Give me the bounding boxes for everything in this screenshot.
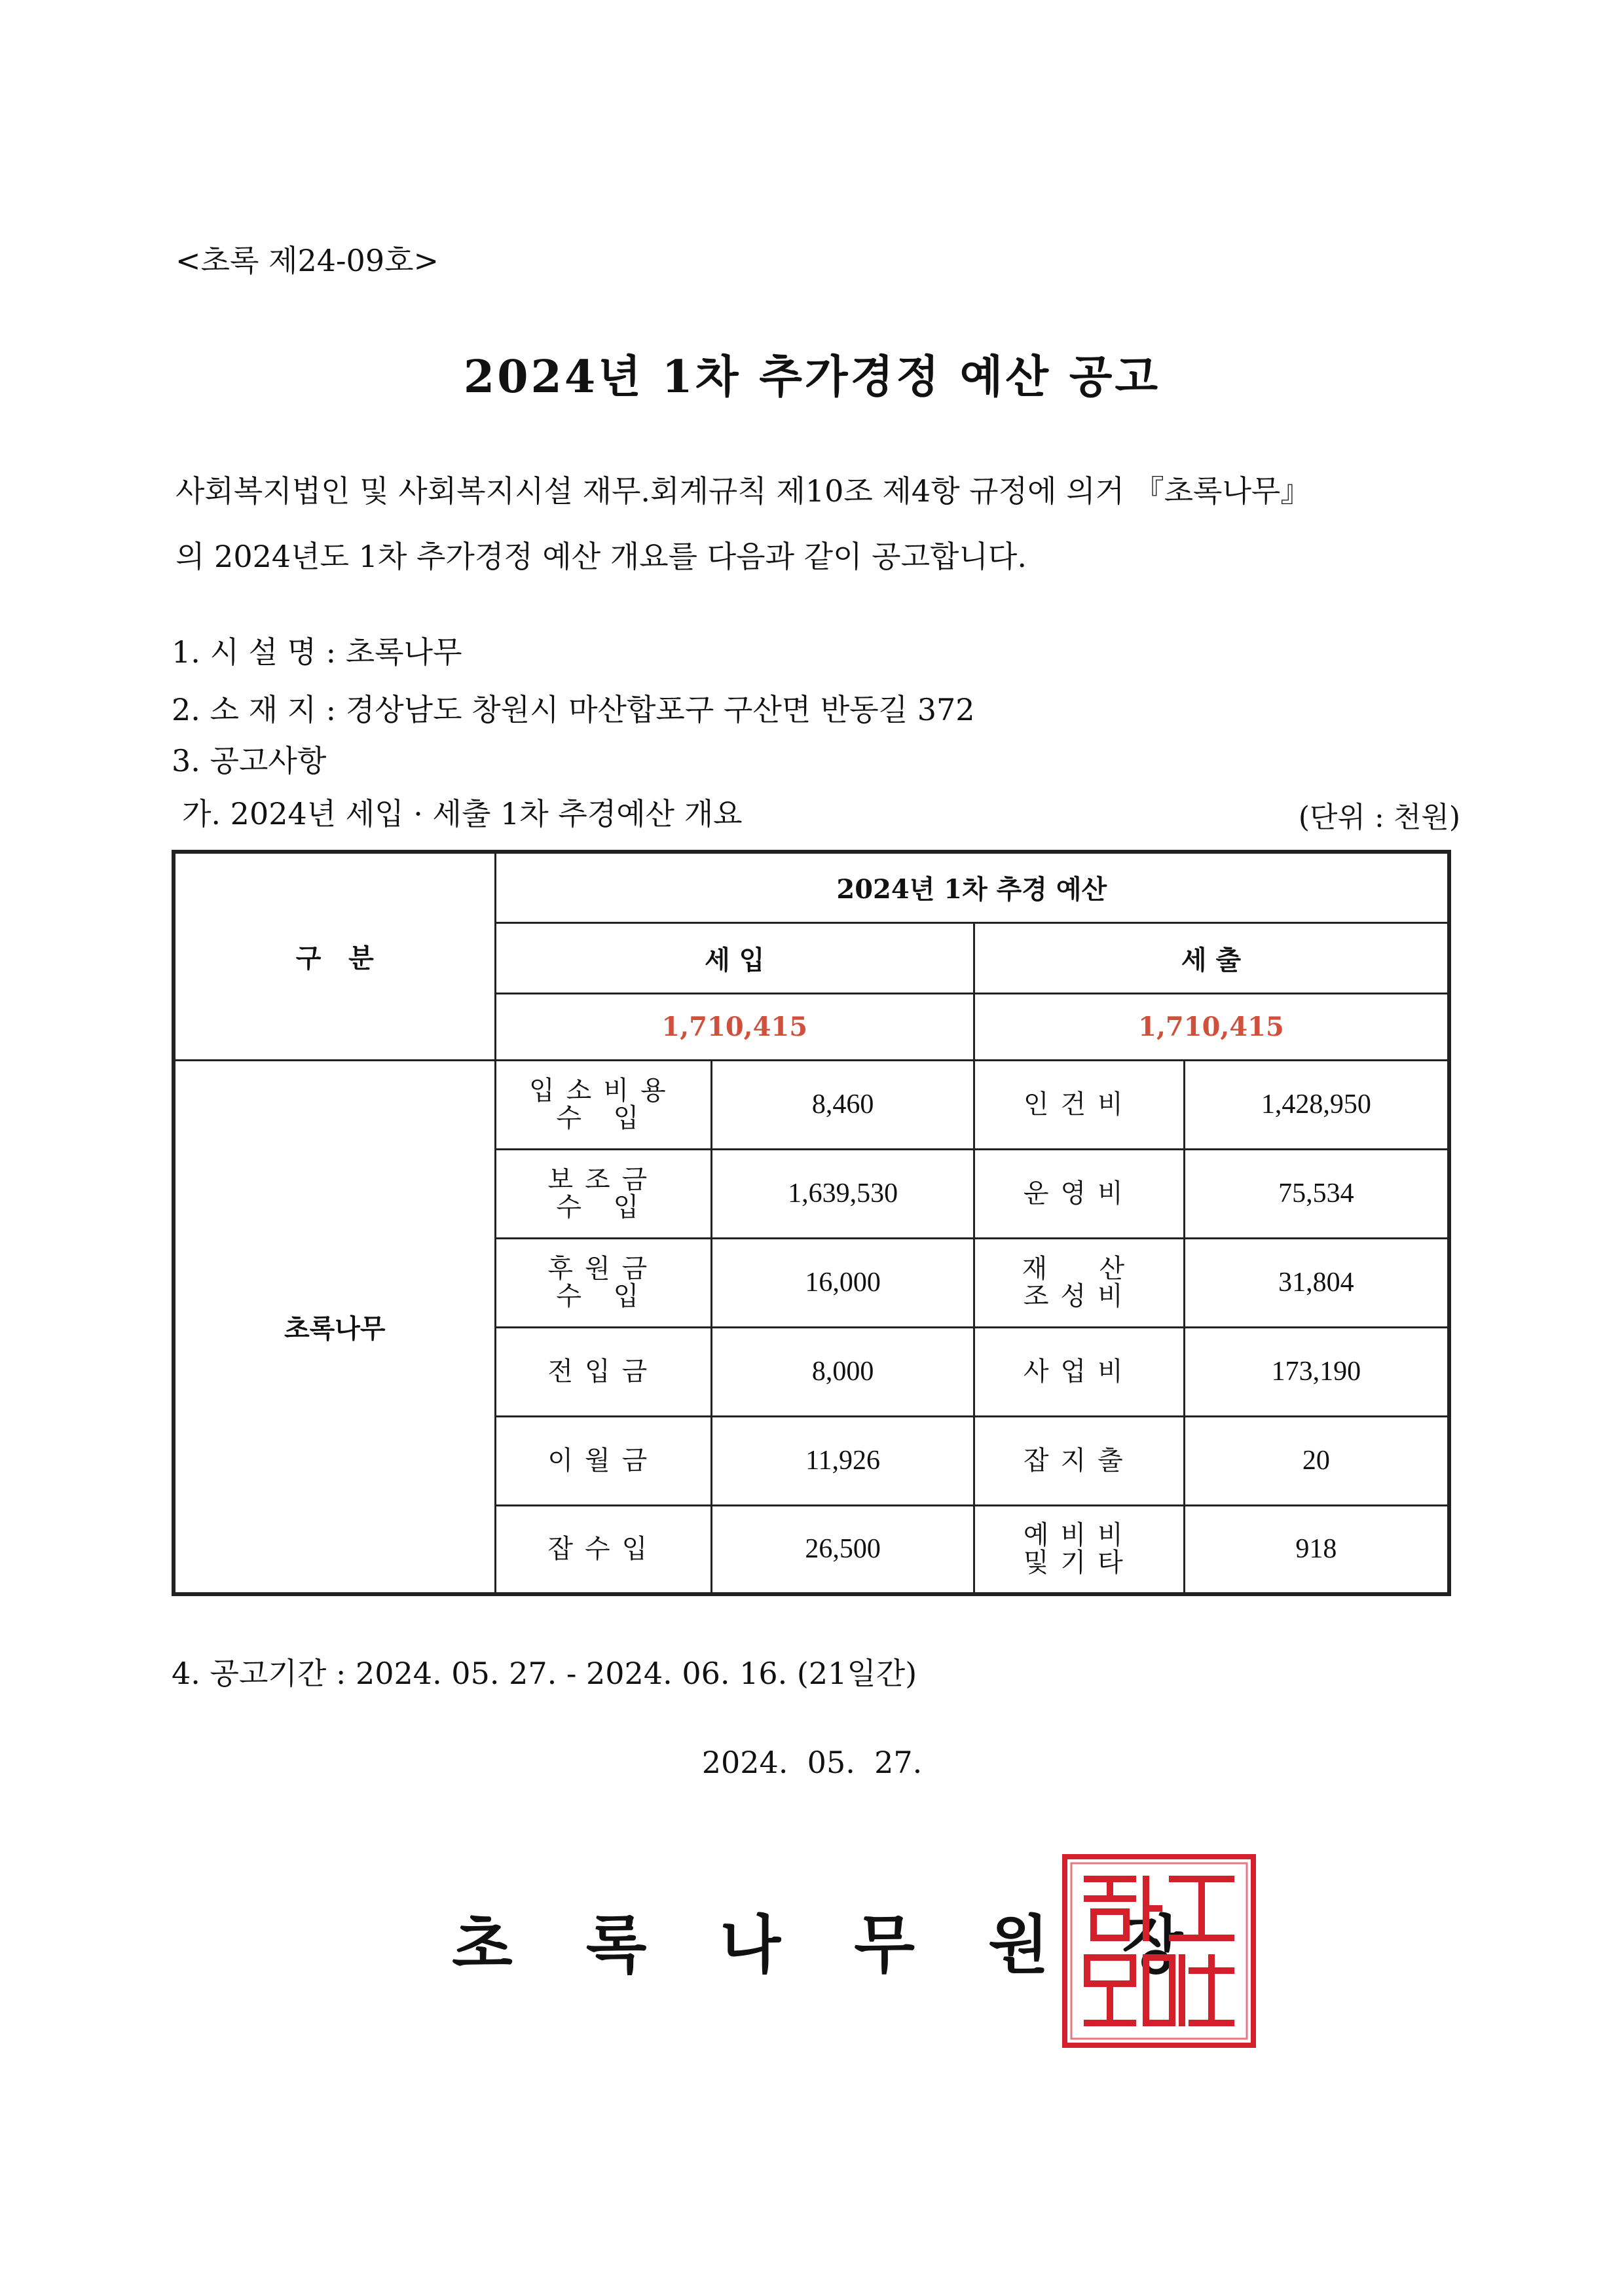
budget-subheading: 가. 2024년 세입 · 세출 1차 추경예산 개요 bbox=[182, 796, 743, 831]
expense-item-value: 20 bbox=[1184, 1416, 1449, 1505]
intro-line-1: 사회복지법인 및 사회복지시설 재무.회계규칙 제10조 제4항 규정에 의거 『초록나무』 bbox=[175, 473, 1311, 509]
official-seal-icon bbox=[1061, 1853, 1257, 2049]
revenue-item-label: 잡수입 bbox=[495, 1505, 712, 1594]
expense-item-label: 운영비 bbox=[974, 1149, 1184, 1238]
intro-paragraph bbox=[175, 458, 1479, 589]
organization-cell: 초록나무 bbox=[174, 1060, 495, 1594]
expense-item-label: 사업비 bbox=[974, 1327, 1184, 1416]
expense-total: 1,710,415 bbox=[974, 993, 1449, 1060]
revenue-item-label: 보조금 수 입 bbox=[495, 1149, 712, 1238]
table-row bbox=[174, 1060, 1449, 1149]
revenue-item-label: 입소비용 수 입 bbox=[495, 1060, 712, 1149]
category-header: 구 분 bbox=[174, 852, 495, 1060]
revenue-item-value: 1,639,530 bbox=[712, 1149, 974, 1238]
revenue-item-value: 16,000 bbox=[712, 1238, 974, 1327]
expense-header: 세 출 bbox=[974, 922, 1449, 993]
notice-heading: 3. 공고사항 bbox=[172, 743, 327, 778]
expense-item-value: 918 bbox=[1184, 1505, 1449, 1594]
revenue-item-label: 이월금 bbox=[495, 1416, 712, 1505]
expense-item-label: 잡지출 bbox=[974, 1416, 1184, 1505]
revenue-item-value: 26,500 bbox=[712, 1505, 974, 1594]
expense-item-value: 1,428,950 bbox=[1184, 1060, 1449, 1149]
budget-table bbox=[172, 850, 1451, 1596]
document-number: <초록 제24-09호> bbox=[175, 243, 439, 278]
revenue-item-label: 전입금 bbox=[495, 1327, 712, 1416]
intro-line-2: 의 2024년도 1차 추가경정 예산 개요를 다음과 같이 공고합니다. bbox=[175, 539, 1027, 574]
revenue-item-label: 후원금 수 입 bbox=[495, 1238, 712, 1327]
expense-item-label: 재 산 조성비 bbox=[974, 1238, 1184, 1327]
signer-name: 초록나무원장 bbox=[452, 1908, 1257, 1982]
facility-name: 1. 시 설 명 : 초록나무 bbox=[172, 634, 462, 670]
revenue-item-value: 8,460 bbox=[712, 1060, 974, 1149]
expense-item-value: 173,190 bbox=[1184, 1327, 1449, 1416]
expense-item-value: 75,534 bbox=[1184, 1149, 1449, 1238]
facility-location: 2. 소 재 지 : 경상남도 창원시 마산합포구 구산면 반동길 372 bbox=[172, 692, 975, 727]
expense-item-value: 31,804 bbox=[1184, 1238, 1449, 1327]
revenue-total: 1,710,415 bbox=[495, 993, 974, 1060]
expense-item-label: 인건비 bbox=[974, 1060, 1184, 1149]
revenue-item-value: 11,926 bbox=[712, 1416, 974, 1505]
notice-period: 4. 공고기간 : 2024. 05. 27. - 2024. 06. 16. (21일간) bbox=[172, 1656, 917, 1691]
budget-header: 2024년 1차 추경 예산 bbox=[495, 852, 1449, 922]
revenue-item-value: 8,000 bbox=[712, 1327, 974, 1416]
revenue-header: 세 입 bbox=[495, 922, 974, 993]
issue-date: 2024. 05. 27. bbox=[701, 1745, 923, 1780]
unit-label: (단위 : 천원) bbox=[1298, 801, 1460, 834]
expense-item-label: 예비비 및기타 bbox=[974, 1505, 1184, 1594]
page-title: 2024년 1차 추가경정 예산 공고 bbox=[463, 351, 1161, 403]
